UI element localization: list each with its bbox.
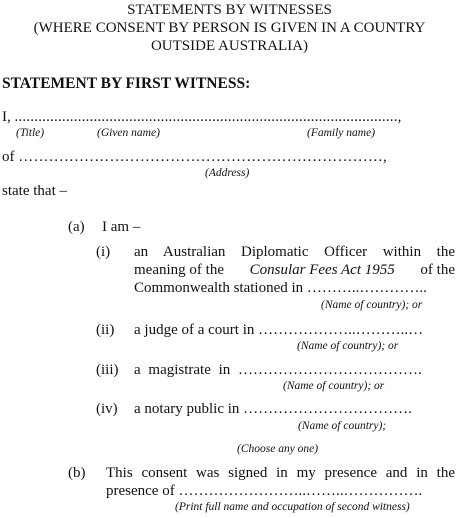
section-title: STATEMENT BY FIRST WITNESS: — [2, 75, 251, 92]
item-ii-hint: (Name of country); or — [297, 340, 399, 352]
item-a-marker: (a) — [68, 219, 85, 235]
state-that: state that – — [2, 183, 67, 199]
name-line — [2, 109, 402, 126]
header-line-1: STATEMENTS BY WITNESSES — [127, 2, 332, 18]
item-ii-marker: (ii) — [96, 322, 115, 338]
item-i-line-2-post: of the — [420, 262, 455, 278]
address-prefix: of — [2, 149, 15, 165]
hint-address: (Address) — [205, 167, 250, 179]
item-iv-text[interactable]: a notary public in ……………………………. — [134, 401, 412, 417]
hint-family-name: (Family name) — [307, 127, 376, 139]
item-ii-text[interactable]: a judge of a court in ………………..………..… — [134, 322, 424, 338]
item-b-line-2[interactable]: presence of ……………………..……..……………. — [106, 483, 423, 499]
item-i-hint: (Name of country); or — [321, 299, 423, 311]
hint-given-name: (Given name) — [97, 127, 160, 139]
item-b-marker: (b) — [68, 465, 86, 481]
address-input-dots[interactable]: ………………………………………………………………, — [18, 149, 387, 165]
item-iii-marker: (iii) — [96, 362, 119, 378]
item-iv-hint: (Name of country); — [298, 420, 387, 432]
item-iii-text[interactable]: a magistrate in ………………………………. — [134, 362, 422, 378]
item-i-line-2 — [134, 262, 455, 279]
choose-any-one: (Choose any one) — [237, 443, 319, 455]
item-a-text: I am – — [102, 219, 141, 235]
item-iii-hint: (Name of country); or — [283, 380, 385, 392]
header-line-3: OUTSIDE AUSTRALIA) — [150, 38, 309, 54]
name-prefix: I, — [2, 109, 11, 125]
item-i-line-3[interactable]: Commonwealth stationed in ………..………….. — [134, 280, 427, 296]
item-iv-marker: (iv) — [96, 401, 118, 417]
hint-title: (Title) — [16, 127, 45, 139]
item-i-marker: (i) — [96, 244, 111, 260]
consular-fees-act: Consular Fees Act 1955 — [249, 262, 395, 278]
item-b-hint: (Print full name and occupation of second witness) — [175, 501, 410, 513]
item-i-line-2-pre: meaning of the — [134, 262, 224, 278]
header-line-2: (WHERE CONSENT BY PERSON IS GIVEN IN A COUNTRY — [33, 20, 426, 36]
name-input-dots[interactable]: ................................................................................................., — [14, 109, 402, 125]
address-line — [2, 149, 387, 166]
item-i-line-1: an Australian Diplomatic Officer within the — [134, 244, 455, 260]
item-b-line-1: This consent was signed in my presence and in the — [106, 465, 455, 481]
